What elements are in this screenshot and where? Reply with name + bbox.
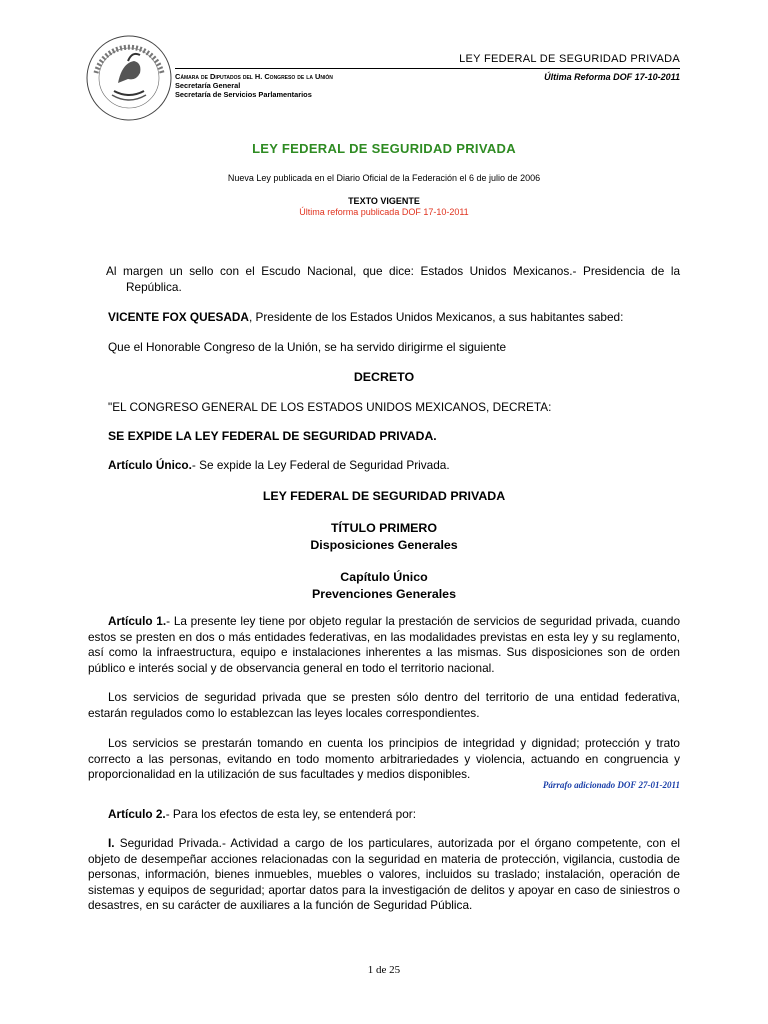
congreso-paragraph: Que el Honorable Congreso de la Unión, se ha servido dirigirme el siguiente: [108, 340, 507, 354]
president-name: VICENTE FOX QUESADA: [108, 310, 249, 324]
header-last-reform: Última Reforma DOF 17-10-2011: [544, 72, 680, 82]
texto-vigente: TEXTO VIGENTE: [348, 196, 420, 206]
ley-heading: LEY FEDERAL DE SEGURIDAD PRIVADA: [262, 489, 506, 503]
reform-note: Párrafo adicionado DOF 27-01-2011: [542, 780, 680, 790]
margin-seal-paragraph: Al margen un sello con el Escudo Nacional, que dice: Estados Unidos Mexicanos.- Presidencia de la República.: [106, 264, 680, 294]
article-1-text: - La presente ley tiene por objeto regular la prestación de servicios de seguridad privada, cuando estos se presten en dos o más entidades federativas, en las modalidades previstas en esta ley y su reglamento, así como la infraestructura, equipo e instalaciones inherentes a las mismas. Sus disposiciones son de orden público e interés social y de observancia general en todo el territorio nacional.: [88, 614, 681, 675]
fraction-i-text: Seguridad Privada.- Actividad a cargo de los particulares, autorizada por el órgano competente, con el objeto de desempeñar acciones relacionadas con la seguridad en materia de protección, vigilancia, custodia de personas, información, bienes inmuebles, muebles o valores, incluidos su traslado; instalación, operación de sistemas y equipos de seguridad; aportar datos para la investigación de delitos y apoyar en caso de siniestros o desastres, en su carácter de auxiliares a la función de Seguridad Pública.: [88, 836, 680, 913]
capitulo-name: Prevenciones Generales: [312, 587, 456, 601]
se-expide-paragraph: SE EXPIDE LA LEY FEDERAL DE SEGURIDAD PRIVADA.: [108, 429, 437, 443]
page-number: 1 de 25: [367, 964, 401, 976]
article-2-paragraph: [88, 807, 680, 823]
header-divider: [175, 68, 680, 69]
article-1-paragraph: [88, 614, 680, 676]
article-2-text: - Para los efectos de esta ley, se entenderá por:: [165, 807, 416, 821]
article-1-paragraph-2: Los servicios de seguridad privada que se presten sólo dentro del territorio de una entidad federativa, estarán regulados como lo establezcan las leyes locales correspondientes.: [88, 690, 680, 720]
president-rest: , Presidente de los Estados Unidos Mexicanos, a sus habitantes sabed:: [248, 310, 624, 324]
last-reform-published: Última reforma publicada DOF 17-10-2011: [299, 207, 469, 217]
fraction-i-paragraph: [88, 836, 680, 914]
capitulo-heading: Capítulo Único: [340, 570, 428, 584]
article-2-label: Artículo 2.: [108, 807, 166, 821]
header-law-title: LEY FEDERAL DE SEGURIDAD PRIVADA: [459, 53, 680, 65]
header-secretaria-general: Secretaría General: [175, 81, 241, 90]
articulo-unico-paragraph: [88, 458, 680, 474]
publication-note: Nueva Ley publicada en el Diario Oficial de la Federación el 6 de julio de 2006: [227, 173, 541, 183]
fraction-i-label: I.: [108, 836, 115, 850]
articulo-unico-text: - Se expide la Ley Federal de Seguridad Privada.: [191, 458, 450, 472]
el-congreso-paragraph: "EL CONGRESO GENERAL DE LOS ESTADOS UNIDOS MEXICANOS, DECRETA:: [108, 400, 552, 414]
header-servicios: Secretaría de Servicios Parlamentarios: [175, 90, 312, 99]
header-chamber: Cámara de Diputados del H. Congreso de la Unión: [175, 72, 333, 81]
titulo-name: Disposiciones Generales: [310, 538, 458, 552]
titulo-heading: TÍTULO PRIMERO: [330, 521, 437, 535]
article-1-paragraph-3: Los servicios se prestarán tomando en cuenta los principios de integridad y dignidad; protección y trato correcto a las personas, evitando en todo momento arbitrariedades y violencia, actuando en congruencia y proporcionalidad en la utilización de sus facultades y medios disponibles.: [88, 736, 680, 782]
document-title: LEY FEDERAL DE SEGURIDAD PRIVADA: [252, 141, 516, 156]
national-seal-logo: [84, 33, 174, 123]
header-institution: [175, 72, 333, 99]
articulo-unico-label: Artículo Único.: [108, 458, 192, 472]
article-1-label: Artículo 1.: [108, 614, 167, 628]
president-paragraph: [88, 310, 680, 326]
decreto-heading: DECRETO: [353, 370, 415, 384]
